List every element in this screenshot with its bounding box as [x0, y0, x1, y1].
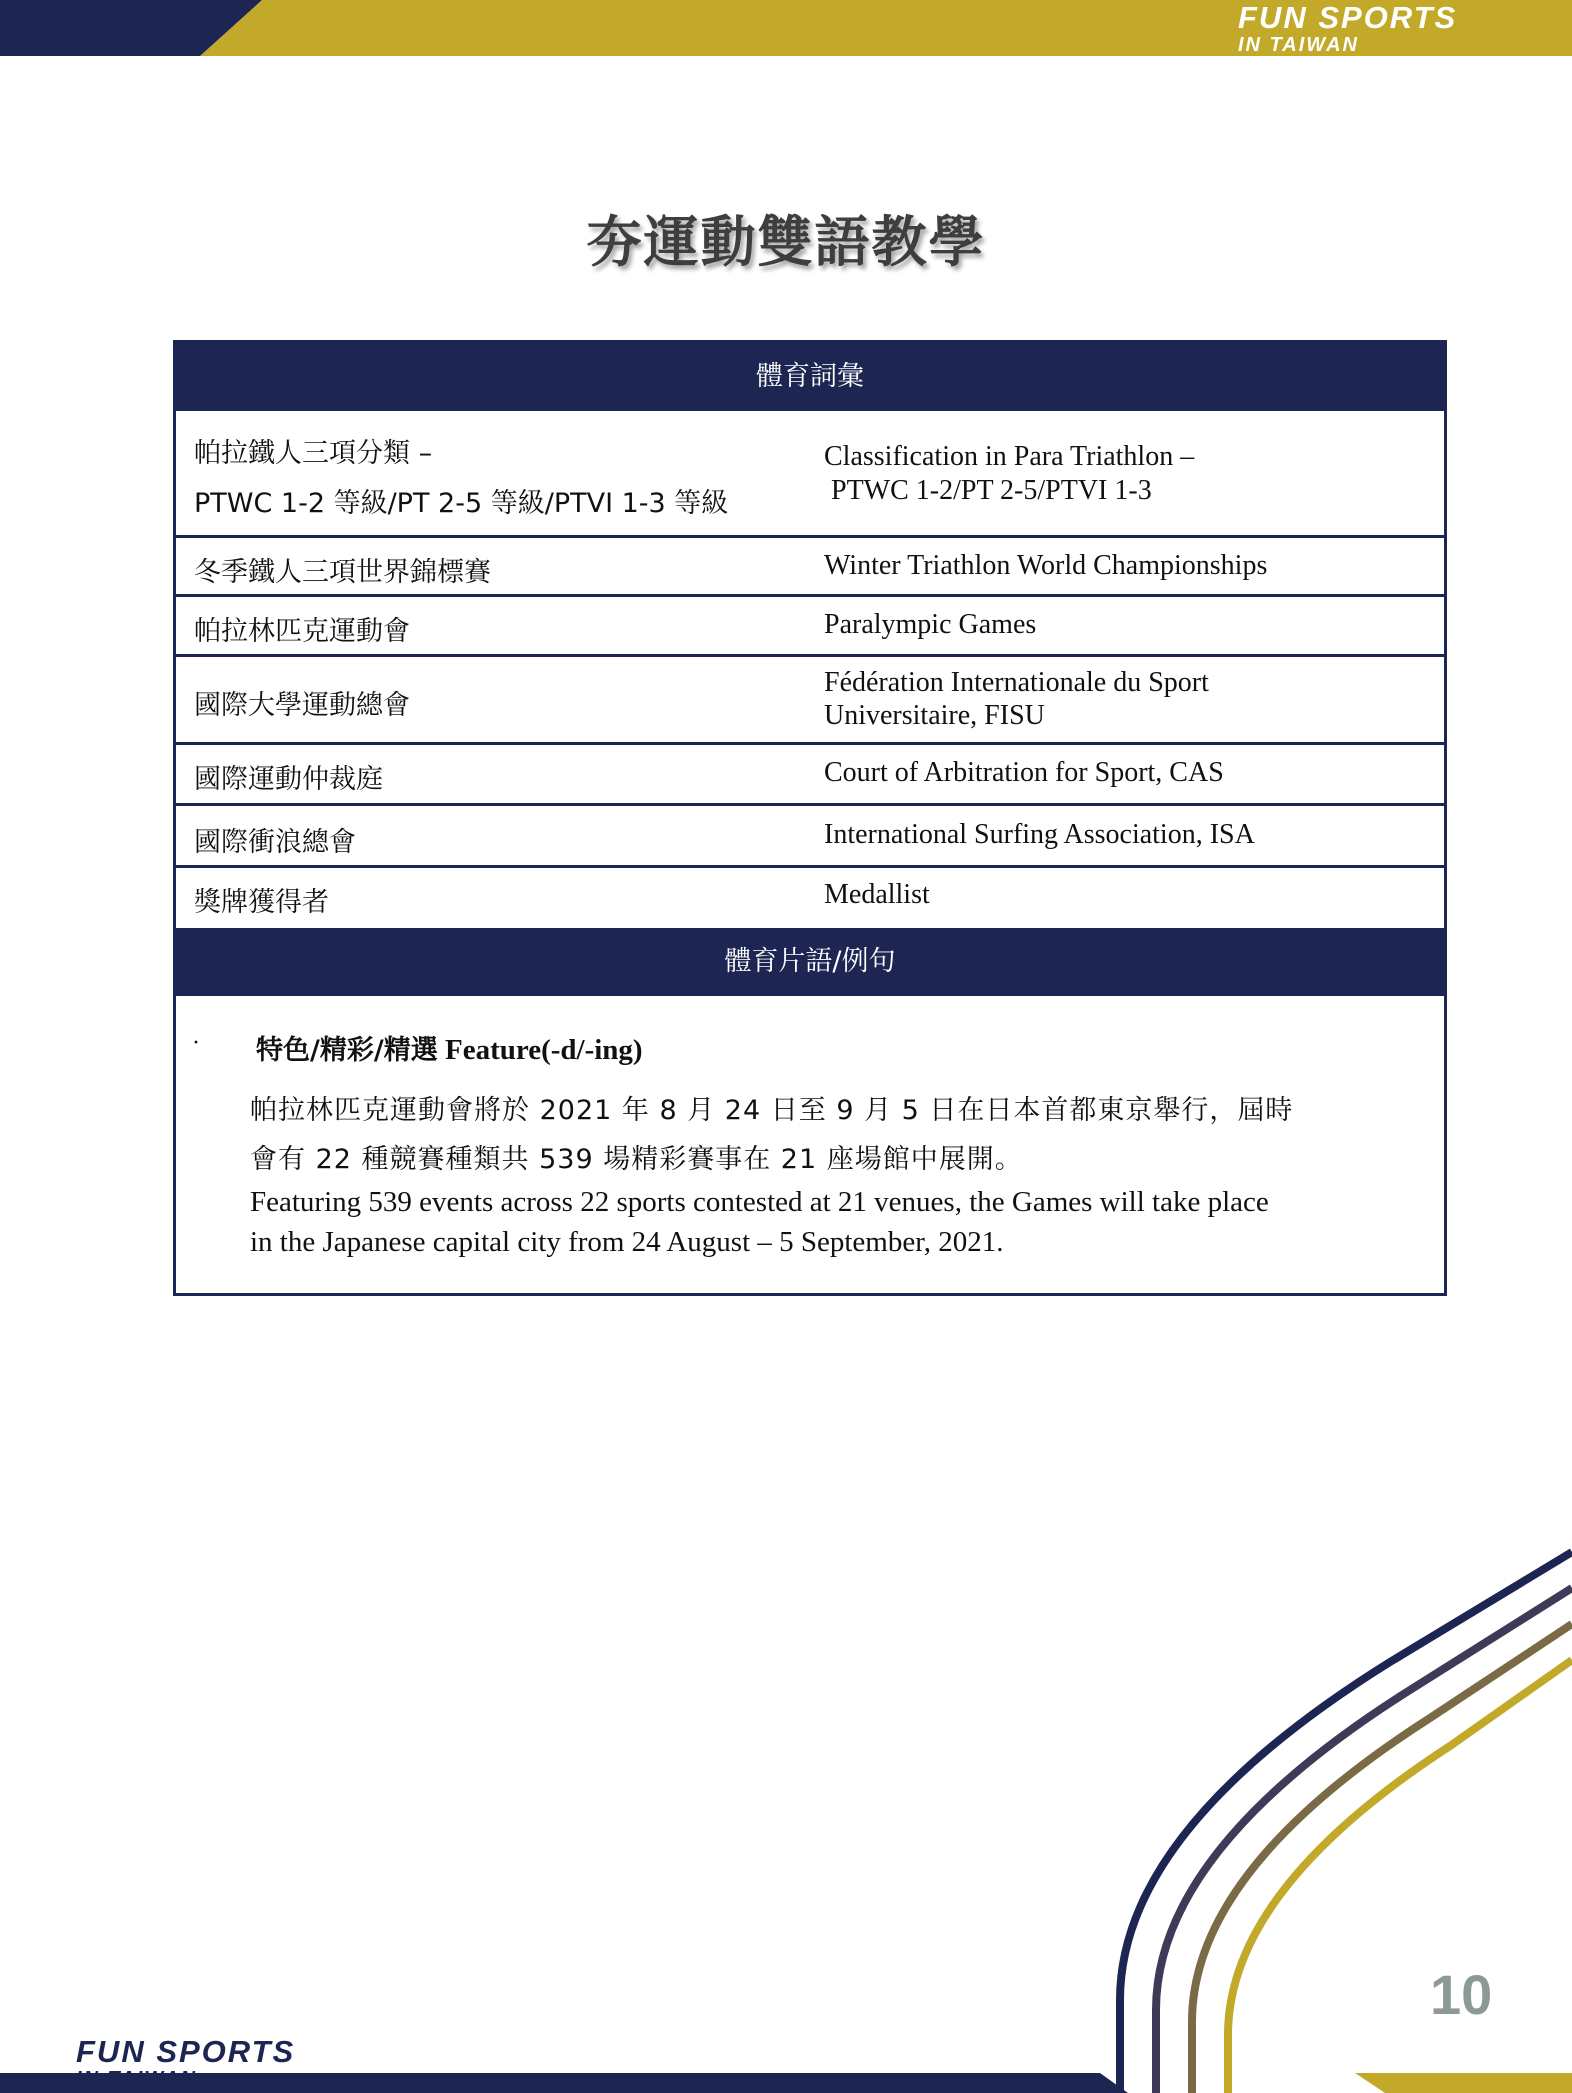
vocab-row — [176, 538, 1444, 597]
example-zh-line: 帕拉林匹克運動會將於 2021 年 8 月 24 日至 9 月 5 日在日本首都東京舉行，屆時 — [250, 1095, 1294, 1126]
phrases-header — [176, 928, 1444, 996]
vocab-en: Classification in Para Triathlon – — [824, 441, 1195, 472]
vocab-header-label: 體育詞彙 — [756, 361, 864, 392]
brand-line1: FUN SPORTS — [1238, 0, 1458, 35]
brand-line2: IN TAIWAN — [76, 2068, 197, 2090]
brand-logo-top — [1238, 2, 1457, 55]
vocab-zh: 冬季鐵人三項世界錦標賽 — [194, 557, 491, 588]
brand-line2: IN TAIWAN — [1238, 34, 1359, 56]
vocab-zh: 帕拉鐵人三項分類 – — [194, 438, 433, 469]
bullet-dot: · — [192, 1030, 200, 1056]
vocab-row — [176, 597, 1444, 657]
vocab-zh: 帕拉林匹克運動會 — [194, 616, 410, 647]
brand-line1: FUN SPORTS — [76, 2034, 296, 2069]
vocab-table — [173, 340, 1447, 1296]
vocab-row — [176, 657, 1444, 745]
brand-logo-bottom — [76, 2036, 295, 2089]
bottom-banner-gold — [1355, 2073, 1572, 2093]
vocab-en: Court of Arbitration for Sport, CAS — [824, 757, 1224, 788]
vocab-row — [176, 868, 1444, 925]
page-title: 夯運動雙語教學 — [586, 210, 986, 274]
vocab-row — [176, 411, 1444, 538]
vocab-zh: 國際大學運動總會 — [194, 690, 410, 721]
vocab-row — [176, 745, 1444, 806]
example-en-line: in the Japanese capital city from 24 August – 5 September, 2021. — [250, 1226, 1004, 1258]
vocab-en: Winter Triathlon World Championships — [824, 550, 1268, 581]
phrases-header-label: 體育片語/例句 — [724, 946, 896, 977]
vocab-en: Universitaire, FISU — [824, 700, 1045, 731]
phrase-heading-zh: 特色/精彩/精選 — [256, 1035, 438, 1066]
phrase-example — [176, 996, 1444, 1296]
page-number: 10 — [1430, 1963, 1493, 2026]
example-en-line: Featuring 539 events across 22 sports contested at 21 venues, the Games will take place — [250, 1186, 1269, 1218]
phrase-heading — [256, 1028, 643, 1067]
vocab-en: Medallist — [824, 879, 930, 910]
phrase-heading-en: Feature(-d/-ing) — [437, 1034, 643, 1066]
vocab-zh: 國際衝浪總會 — [194, 827, 356, 858]
vocab-header — [176, 343, 1444, 411]
vocab-zh: 國際運動仲裁庭 — [194, 764, 383, 795]
stripe-gold — [1228, 1660, 1572, 2093]
vocab-zh: 獎牌獲得者 — [194, 887, 329, 918]
vocab-en: International Surfing Association, ISA — [824, 819, 1255, 850]
vocab-en: Paralympic Games — [824, 609, 1037, 640]
vocab-row — [176, 806, 1444, 868]
example-zh-line: 會有 22 種競賽種類共 539 場精彩賽事在 21 座場館中展開。 — [250, 1144, 1023, 1175]
vocab-en: Fédération Internationale du Sport — [824, 667, 1209, 698]
track-stripes — [1080, 1530, 1572, 2093]
vocab-en: PTWC 1-2/PT 2-5/PTVI 1-3 — [824, 475, 1152, 506]
stripe-brown — [1192, 1624, 1572, 2093]
vocab-zh: PTWC 1-2 等級/PT 2-5 等級/PTVI 1-3 等級 — [194, 488, 729, 519]
